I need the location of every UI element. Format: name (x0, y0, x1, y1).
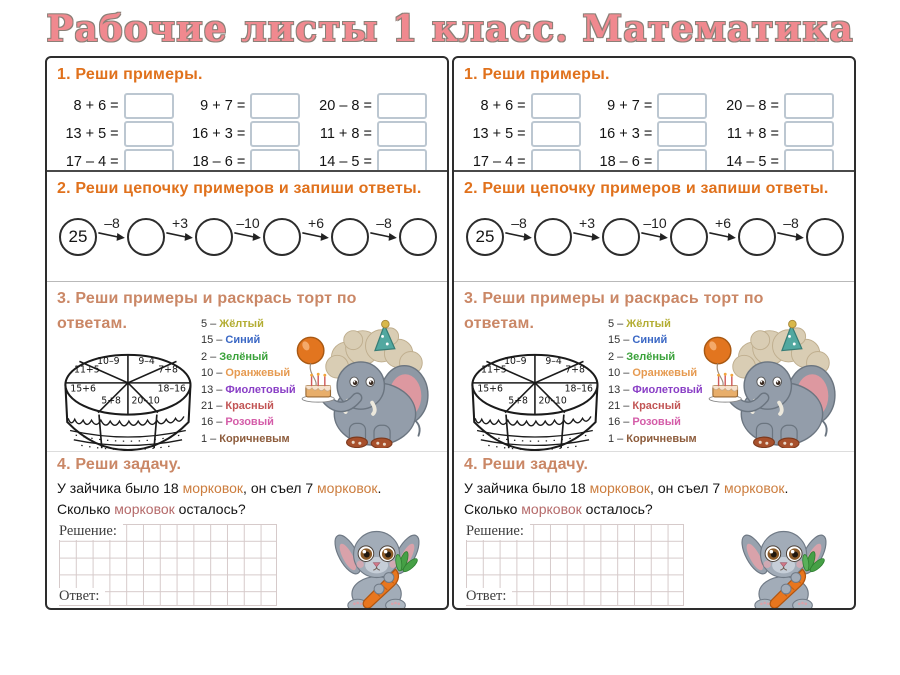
answer-box[interactable] (250, 121, 300, 147)
arrow-right-icon (641, 229, 670, 243)
answer-box[interactable] (377, 121, 427, 147)
problem-expression: 16 + 3 = (192, 126, 246, 142)
chain-operation (640, 216, 670, 242)
answer-box[interactable] (377, 149, 427, 172)
section-3-header: 3. Реши примеры и раскрась торт по ответам. (57, 290, 357, 332)
chain-operation (301, 216, 331, 242)
operation-label: –10 (236, 215, 260, 231)
cake-slice-label: 20–10 (538, 395, 567, 407)
legend-item: 2 – Зелёный (608, 350, 676, 363)
problem-expression: 14 – 5 = (319, 154, 372, 170)
legend-item: 1 – Коричневым (608, 432, 697, 445)
chain-start-circle[interactable] (466, 218, 504, 256)
chain-operation (97, 216, 127, 242)
arrow-right-icon (234, 229, 263, 243)
chain-circle[interactable] (127, 218, 165, 256)
cake-slice-label: 11+5 (74, 364, 100, 376)
chain-operation (369, 216, 399, 242)
math-problem (591, 122, 718, 146)
answer-box[interactable] (124, 121, 174, 147)
math-problem (464, 150, 591, 172)
answer-box[interactable] (657, 93, 707, 119)
chain-operation (504, 216, 534, 242)
section-word-problem (47, 452, 447, 608)
cake-slice-label: 7+8 (158, 364, 178, 376)
chain-start-value: 25 (68, 227, 88, 246)
solution-label: Решение: (59, 523, 123, 540)
operation-label: –8 (511, 215, 527, 231)
math-problem (717, 94, 844, 118)
bunny-illustration (724, 520, 844, 608)
answer-box[interactable] (531, 93, 581, 119)
operation-label: +3 (579, 215, 595, 231)
problem-expression: 8 + 6 = (73, 98, 119, 114)
operation-label: +6 (308, 215, 324, 231)
math-problem (184, 122, 311, 146)
cake-slice-label: 9–4 (138, 356, 155, 368)
cake-slice-label: 20–10 (131, 395, 160, 407)
legend-item: 16 – Розовый (201, 416, 274, 429)
bunny-paw (374, 584, 384, 594)
problems-grid (464, 94, 844, 172)
problem-expression: 17 – 4 = (472, 154, 526, 170)
solution-area (57, 524, 437, 608)
section-cake (454, 282, 854, 452)
balloon-icon (297, 337, 323, 363)
worksheet-pages (45, 56, 856, 610)
section-chain (454, 172, 854, 282)
chain-start-value: 25 (475, 227, 495, 246)
legend-item: 10 – Оранжевый (201, 367, 291, 380)
cake-slice-label: 11+5 (481, 364, 507, 376)
chain-circle[interactable] (195, 218, 233, 256)
answer-box[interactable] (784, 93, 834, 119)
chain-operation (233, 216, 263, 242)
answer-box[interactable] (377, 93, 427, 119)
legend-item: 16 – Розовый (608, 416, 681, 429)
math-problem (591, 94, 718, 118)
arrow-right-icon (370, 229, 399, 243)
problem-expression: 20 – 8 = (726, 98, 779, 114)
chain-circle[interactable] (602, 218, 640, 256)
answer-box[interactable] (784, 149, 834, 172)
problem-expression: 18 – 6 = (192, 154, 246, 170)
word-problem-text: У зайчика было 18 морковок, он съел 7 морковок. Сколько морковок осталось? (57, 480, 382, 517)
cake-slice-label: 9–4 (545, 356, 562, 368)
math-problem (591, 150, 718, 172)
math-problem (57, 122, 184, 146)
answer-label: Ответ: (59, 588, 105, 605)
arrow-right-icon (302, 229, 331, 243)
elephant-illustration (293, 308, 438, 448)
math-problem (57, 150, 184, 172)
cake-illustration (57, 336, 197, 452)
color-legend (608, 316, 703, 447)
section-1-header: 1. Реши примеры. (464, 66, 610, 83)
section-1-header: 1. Реши примеры. (57, 66, 203, 83)
cake-slice-label: 7+8 (565, 364, 585, 376)
math-problem (464, 94, 591, 118)
problem-expression: 18 – 6 = (599, 154, 653, 170)
section-2-header: 2. Реши цепочку примеров и запиши ответы. (464, 180, 829, 197)
chain-row (464, 215, 844, 256)
operation-label: –8 (783, 215, 799, 231)
solution-area (464, 524, 844, 608)
chain-circle[interactable] (399, 218, 437, 256)
arrow-right-icon (709, 229, 738, 243)
chain-row (57, 215, 437, 256)
section-word-problem (454, 452, 854, 608)
legend-item: 5 – Жёлтый (201, 318, 264, 330)
legend-item: 13 – Фиолетовый (608, 383, 703, 396)
bunny-paw (781, 584, 791, 594)
chain-circle[interactable] (738, 218, 776, 256)
operation-label: –10 (643, 215, 667, 231)
operation-label: –8 (376, 215, 392, 231)
arrow-right-icon (573, 229, 602, 243)
word-problem-text: У зайчика было 18 морковок, он съел 7 морковок. Сколько морковок осталось? (464, 480, 789, 517)
answer-box[interactable] (250, 93, 300, 119)
problem-expression: 9 + 7 = (200, 98, 246, 114)
legend-item: 10 – Оранжевый (608, 367, 698, 380)
chain-circle[interactable] (670, 218, 708, 256)
legend-item: 21 – Красный (608, 400, 681, 413)
cake-slice-label: 15+6 (70, 383, 96, 395)
legend-item: 2 – Зелёный (201, 350, 269, 363)
worksheet-page (452, 56, 856, 610)
page-title: Рабочие листы 1 класс. Математика (46, 8, 854, 50)
chain-operation (708, 216, 738, 242)
problem-expression: 13 + 5 = (472, 126, 526, 142)
section-3-header: 3. Реши примеры и раскрась торт по ответам. (464, 290, 764, 332)
section-solve-examples (47, 58, 447, 172)
arrow-right-icon (98, 229, 127, 243)
arrow-right-icon (166, 229, 195, 243)
section-chain (47, 172, 447, 282)
answer-label: Ответ: (466, 588, 512, 605)
math-problem (464, 122, 591, 146)
legend-item: 1 – Коричневым (201, 432, 290, 445)
section-4-header: 4. Реши задачу. (57, 456, 182, 473)
section-cake (47, 282, 447, 452)
arrow-right-icon (777, 229, 806, 243)
cake-slice-label: 5+8 (101, 395, 121, 407)
problem-expression: 20 – 8 = (319, 98, 372, 114)
cake-slice-label: 10–9 (97, 356, 120, 368)
bunny-paw (791, 573, 801, 583)
elephant-illustration (700, 308, 845, 448)
section-solve-examples (454, 58, 854, 172)
legend-item: 15 – Синий (608, 334, 668, 347)
legend-item: 13 – Фиолетовый (201, 383, 296, 396)
math-problem (184, 94, 311, 118)
answer-box[interactable] (657, 121, 707, 147)
chain-operation (165, 216, 195, 242)
problem-expression: 16 + 3 = (599, 126, 653, 142)
solution-grid[interactable] (466, 524, 684, 606)
chain-start-circle[interactable] (59, 218, 97, 256)
answer-box[interactable] (531, 121, 581, 147)
operation-label: –8 (104, 215, 120, 231)
answer-box[interactable] (657, 149, 707, 172)
answer-box[interactable] (124, 93, 174, 119)
section-2-header: 2. Реши цепочку примеров и запиши ответы. (57, 180, 422, 197)
chain-circle[interactable] (806, 218, 844, 256)
section-4-header: 4. Реши задачу. (464, 456, 589, 473)
bunny-paw (384, 573, 394, 583)
chain-circle[interactable] (331, 218, 369, 256)
cake-slice-label: 18–16 (564, 383, 594, 395)
balloon-icon (704, 337, 730, 363)
problems-grid (57, 94, 437, 172)
problem-expression: 17 – 4 = (65, 154, 119, 170)
operation-label: +6 (715, 215, 731, 231)
chain-circle[interactable] (263, 218, 301, 256)
math-problem (310, 150, 437, 172)
chain-operation (776, 216, 806, 242)
math-problem (184, 150, 311, 172)
cake-slice-label: 5+8 (508, 395, 528, 407)
problem-expression: 13 + 5 = (65, 126, 119, 142)
math-problem (310, 122, 437, 146)
cake-slice-label: 15+6 (477, 383, 503, 395)
legend-item: 15 – Синий (201, 334, 261, 347)
solution-grid[interactable] (59, 524, 277, 606)
bunny-illustration (317, 520, 437, 608)
legend-item: 5 – Жёлтый (608, 318, 671, 330)
legend-item: 21 – Красный (201, 400, 274, 413)
chain-operation (572, 216, 602, 242)
worksheet-page (45, 56, 449, 610)
math-problem (717, 122, 844, 146)
problem-expression: 8 + 6 = (480, 98, 526, 114)
math-problem (310, 94, 437, 118)
math-problem (57, 94, 184, 118)
problem-expression: 14 – 5 = (726, 154, 779, 170)
cake-slice-label: 18–16 (157, 383, 187, 395)
answer-box[interactable] (250, 149, 300, 172)
chain-circle[interactable] (534, 218, 572, 256)
answer-box[interactable] (124, 149, 174, 172)
answer-box[interactable] (531, 149, 581, 172)
problem-expression: 11 + 8 = (726, 126, 779, 142)
problem-expression: 11 + 8 = (319, 126, 372, 142)
arrow-right-icon (505, 229, 534, 243)
cake-illustration (464, 336, 604, 452)
color-legend (201, 316, 296, 447)
math-problem (717, 150, 844, 172)
solution-label: Решение: (466, 523, 530, 540)
problem-expression: 9 + 7 = (607, 98, 653, 114)
operation-label: +3 (172, 215, 188, 231)
cake-slice-label: 10–9 (504, 356, 527, 368)
answer-box[interactable] (784, 121, 834, 147)
